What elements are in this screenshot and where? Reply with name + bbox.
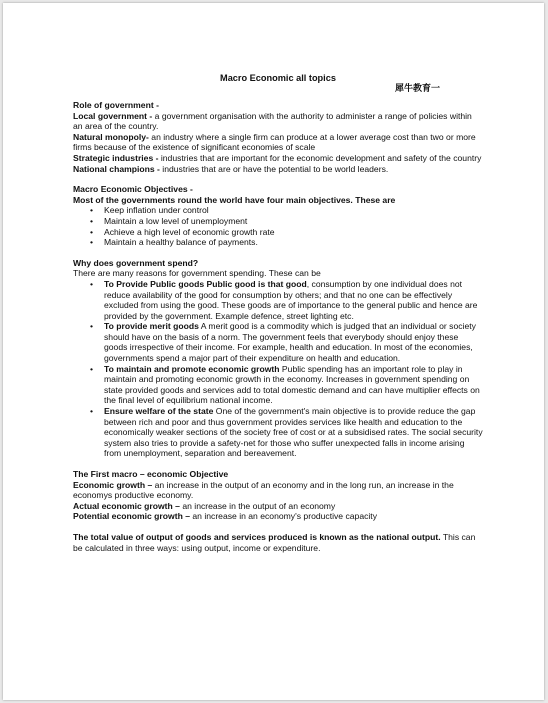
- definition-item: Natural monopoly- an industry where a single firm can produce at a lower average cost than two or more firms because of the existence of significant economies of scale: [73, 131, 476, 153]
- list-item: • To provide merit goods A merit good is a commodity which is judged that an individual or society should have on the basis of a norm. The government feels that everybody should enjoy these goods irrespective of their income. For example, health and education. In most of the economies, governments spend a major part of their expenditure on health and education.: [73, 321, 483, 363]
- section-heading-role: Role of government -: [73, 100, 159, 110]
- list-item: • Ensure welfare of the state One of the government's main objective is to provide reduce the gap between rich and poor and thus government provides services like health and education to the economically weaker sections of the society free of cost or at a subsidised rates. The social security system also tries to provide a safety-net for those who suffer unexpected falls in income arising from unemployment, separation and bereavement.: [73, 406, 483, 459]
- document-page: [3, 3, 544, 700]
- document-body: [73, 100, 483, 553]
- document-title: Macro Economic all topics: [220, 73, 336, 83]
- definition-item: Actual economic growth – an increase in the output of an economy: [73, 500, 336, 511]
- spending-list: [73, 279, 483, 459]
- section-heading-objectives: Macro Economic Objectives -: [73, 184, 193, 195]
- closing-paragraph: The total value of output of goods and services produced is known as the national output. This can be calculated in three ways: using output, income or expenditure.: [73, 531, 476, 553]
- list-item: • To Provide Public goods Public good is that good, consumption by one individual does not reduce availability of the good for consumption by others; and that no one can be effectively excluded from using the good. These goods are of importance to the general public and hence are provided by the government. Example defence, street lighting etc.: [73, 279, 483, 321]
- list-item: • Maintain a low level of unemployment: [73, 216, 483, 227]
- watermark-text: 犀牛教育一: [395, 84, 441, 94]
- definition-item: Economic growth – an increase in the output of an economy and in the long run, an increase in the economys productive economy.: [73, 479, 454, 501]
- definition-item: Strategic industries - industries that are important for the economic development and safety of the country: [73, 152, 482, 163]
- spending-intro: There are many reasons for government spending. These can be: [73, 268, 321, 279]
- first-objective-definitions: [73, 480, 483, 522]
- objectives-list: [73, 205, 483, 247]
- role-definitions: [73, 111, 483, 175]
- definition-item: Local government - a government organisation with the authority to administer a range of policies within an area of the country.: [73, 110, 472, 132]
- definition-item: Potential economic growth – an increase in an economy's productive capacity: [73, 511, 377, 522]
- objectives-intro: Most of the governments round the world have four main objectives. These are: [73, 194, 396, 205]
- list-item: • To maintain and promote economic growth Public spending has an important role to play in maintain and promoting economic growth in the economy. Increases in government spending on state provided goods and services add to total domestic demand and can have multiplier effects on the final level of equilibrium national income.: [73, 364, 483, 406]
- section-heading-spending: Why does government spend?: [73, 257, 199, 268]
- list-item: • Keep inflation under control: [73, 205, 483, 216]
- list-item: • Achieve a high level of economic growth rate: [73, 227, 483, 238]
- list-item: • Maintain a healthy balance of payments.: [73, 237, 483, 248]
- section-heading-first-objective: The First macro – economic Objective: [73, 469, 229, 479]
- definition-item: National champions - industries that are or have the potential to be world leaders.: [73, 163, 389, 174]
